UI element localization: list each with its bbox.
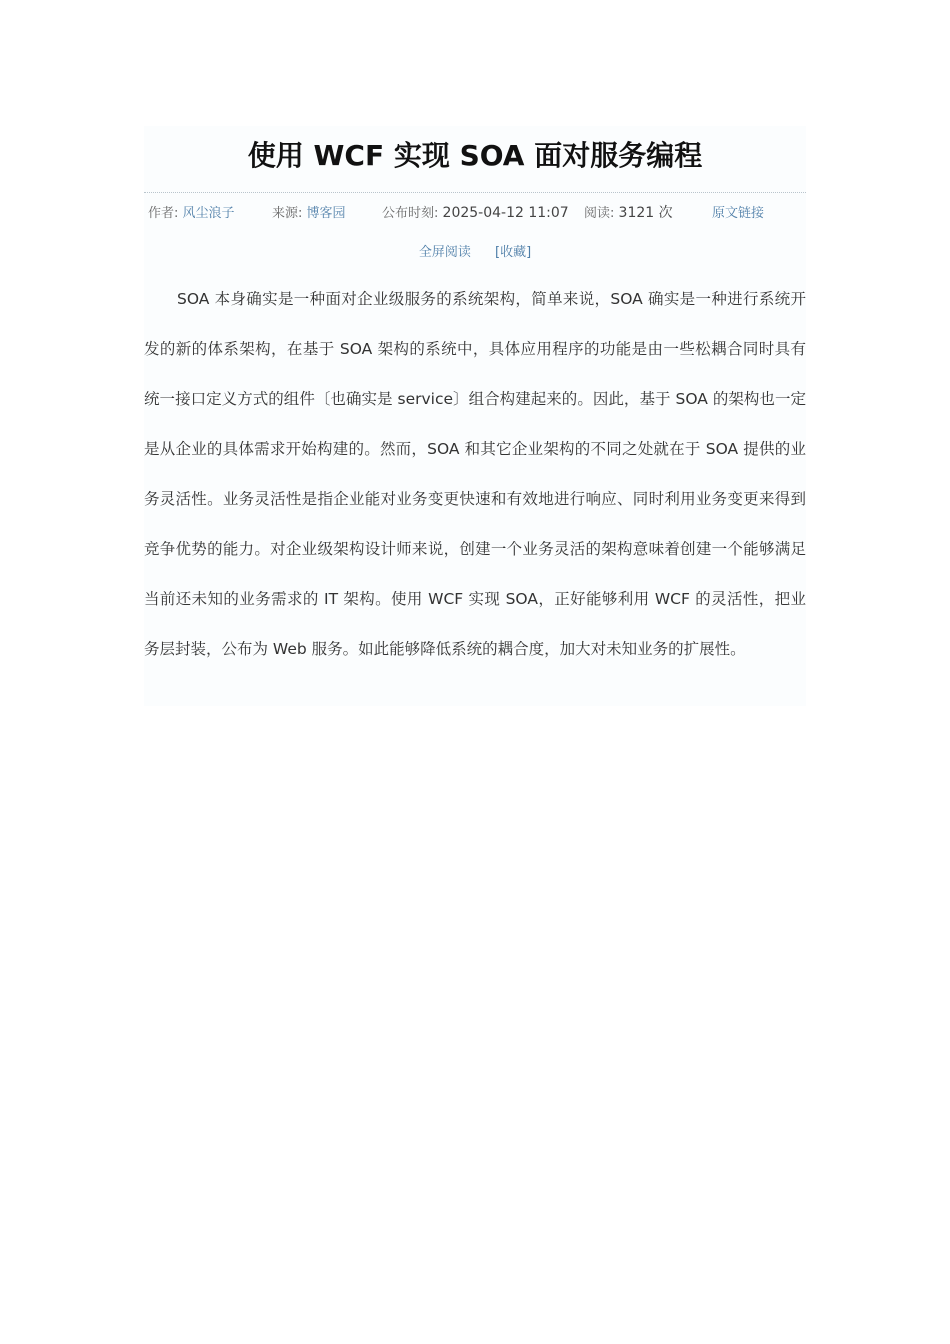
reads-label: 阅读: — [584, 206, 615, 221]
meta-reads — [584, 203, 712, 224]
fullscreen-read-link[interactable]: 全屏阅读 — [418, 245, 471, 260]
meta-published — [382, 203, 584, 224]
original-link[interactable]: 原文链接 — [712, 206, 765, 221]
meta-author — [148, 204, 272, 224]
reads-count: 3121 次 — [618, 205, 673, 221]
article-meta — [144, 203, 806, 223]
article-panel — [144, 126, 806, 706]
article-title: 使用 WCF 实现 SOA 面对服务编程 — [247, 139, 703, 172]
author-link[interactable]: 风尘浪子 — [182, 206, 235, 221]
article-actions — [144, 243, 806, 263]
article-body: SOA 本身确实是一种面对企业级服务的系统架构，简单来说，SOA 确实是一种进行系统开发的新的体系架构，在基于 SOA 架构的系统中，具体应用程序的功能是由一些松耦合同时具有统一接口定义方式的组件〔也确实是 service〕组合构建起来的。因此，基于 SOA 的架构也一定是从企业的具体需求开始构建的。然而，SOA 和其它企业架构的不同之处就在于 SOA 提供的业务灵活性。业务灵活性是指企业能对业务变更快速和有效地进行响应、同时利用业务变更来得到竞争优势的能力。对企业级架构设计师来说，创建一个业务灵活的架构意味着创建一个能够满足当前还未知的业务需求的 IT 架构。使用 WCF 实现 SOA，正好能够利用 WCF 的灵活性，把业务层封装，公布为 Web 服务。如此能够降低系统的耦合度，加大对未知业务的扩展性。 — [144, 290, 806, 658]
published-date: 2025-04-12 11:07 — [442, 205, 569, 221]
title-divider — [144, 192, 806, 193]
meta-original — [712, 204, 764, 224]
published-label: 公布时刻: — [382, 206, 439, 221]
source-link[interactable]: 博客园 — [306, 206, 346, 221]
source-label: 来源: — [272, 206, 303, 221]
meta-source — [272, 204, 382, 224]
favorite-link[interactable]: [收藏] — [495, 245, 532, 260]
author-label: 作者: — [148, 206, 179, 221]
